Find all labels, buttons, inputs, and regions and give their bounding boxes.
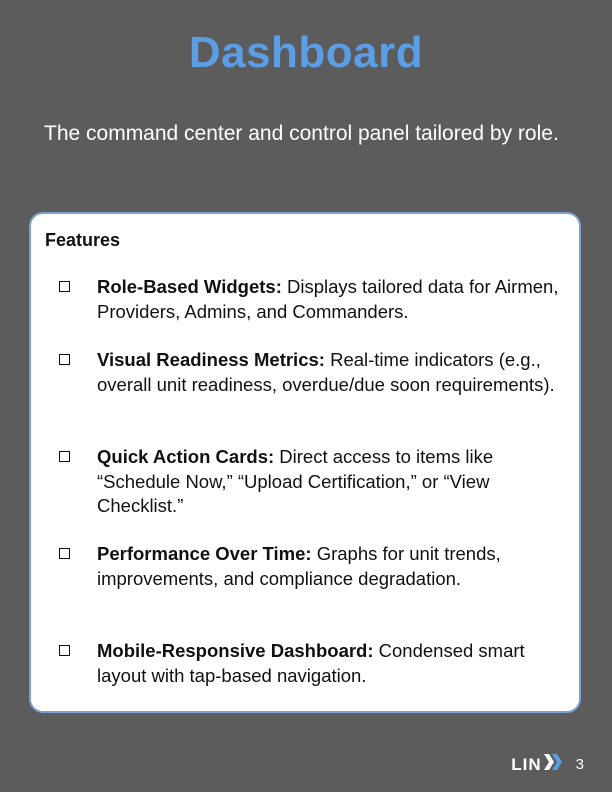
feature-description: Displays tailored data for Airmen, Providers, Admins, and Commanders. [97,276,559,322]
feature-term: Role-Based Widgets: [97,276,282,297]
feature-term: Quick Action Cards: [97,446,275,467]
feature-term: Performance Over Time: [97,543,312,564]
feature-description: Graphs for unit trends, improvements, and compliance degradation. [97,543,501,589]
checkbox-icon [59,451,70,462]
feature-description: Real-time indicators (e.g., overall unit readiness, overdue/due soon requirements). [97,349,555,395]
checkbox-icon [59,354,70,365]
checkbox-icon [59,281,70,292]
feature-description: Condensed smart layout with tap-based navigation. [97,640,525,686]
features-heading: Features [45,230,121,250]
logo-text: LIN [511,754,542,774]
feature-term: Mobile-Responsive Dashboard: [97,640,374,661]
checkbox-icon [59,548,70,559]
x-chevron-mark-icon [544,754,562,775]
page-title: Dashboard [188,28,424,77]
features-card [29,212,581,713]
linx-logo [511,754,561,775]
feature-term: Visual Readiness Metrics: [97,349,325,370]
checkbox-icon [59,645,70,656]
page-subtitle: The command center and control panel tailored by role. [44,122,559,145]
feature-description: Direct access to items like “Schedule Now,” “Upload Certification,” or “View Checklist.” [97,446,494,516]
footer [511,754,584,775]
page-number: 3 [575,756,584,773]
